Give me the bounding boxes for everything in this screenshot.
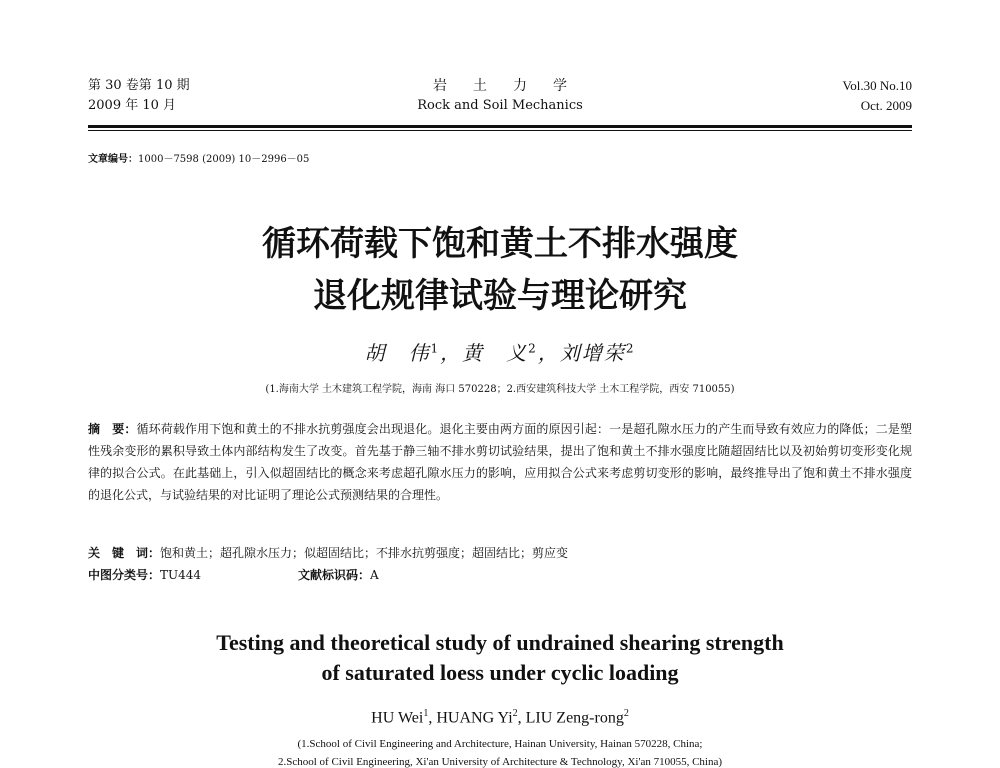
classification [88,564,379,586]
author-en-3: LIU Zeng-rong [525,709,624,727]
author-separator: ， [537,341,560,365]
date-cn: 2009 年 10 月 [88,98,177,113]
authors-en [0,708,1000,727]
affiliation-en: (1.School of Civil Engineering and Architecture, Hainan University, Hainan 570228, China; [297,738,703,750]
abstract-cn [88,418,912,506]
article-number-label: 文章编号： [88,154,138,165]
title-cn-line1: 循环荷载下饱和黄土不排水强度 [262,224,738,264]
document-code-value: A [370,568,379,582]
article-number [88,150,309,165]
author-cn-3: 刘增荣 [559,341,626,365]
running-header [88,76,912,120]
classification-value: TU444 [160,568,202,582]
author-separator: ， [440,341,463,365]
author-cn-1: 胡 伟 [364,341,431,365]
author-en-3-sup: 2 [623,708,629,719]
author-separator-en: , [428,709,437,727]
header-right [843,76,912,116]
title-cn-line2: 退化规律试验与理论研究 [313,276,687,316]
author-cn-2: 黄 义 [462,341,529,365]
abstract-label: 摘 要： [88,422,137,436]
title-cn [0,218,1000,322]
header-rule-thin [88,130,912,131]
author-cn-1-sup: 1 [430,341,441,356]
abstract-text: 循环荷载作用下饱和黄土的不排水抗剪强度会出现退化。退化主要由两方面的原因引起：一是超孔隙水压力的产生而导致有效应力的降低；二是塑性残余变形的累积导致土体内部结构发生了改变。首先基于静三轴不排水剪切试验结果，提出了饱和黄土不排水强度比随超固结比以及初始剪切变形变化规律的拟合公式。在此基础上，引入似超固结比的概念来考虑超孔隙水压力的影响，应用拟合公式来考虑剪切变形的影响，最终推导出了饱和黄土不排水强度的退化公式，与试验结果的对比证明了理论公式预测结果的合理性。 [88,422,912,502]
author-en-2-sup: 2 [512,708,518,719]
title-en [0,628,1000,688]
affiliation-cn: (1.海南大学 土木建筑工程学院，海南 海口 570228；2.西安建筑科技大学 土木工程学院，西安 710055) [265,384,735,395]
keywords-cn [88,542,912,564]
keywords-text: 饱和黄土；超孔隙水压力；似超固结比；不排水抗剪强度；超固结比；剪应变 [160,546,569,560]
author-cn-2-sup: 2 [528,341,538,356]
keywords-label: 关 键 词： [88,546,161,560]
title-en-line2: of saturated loess under cyclic loading [321,660,679,685]
author-en-1: HU Wei [371,709,424,727]
issue-cn: 第 30 卷第 10 期 [88,78,190,93]
author-separator-en: , [517,709,526,727]
journal-name-en: Rock and Soil Mechanics [417,98,583,113]
article-number-value: 1000－7598 (2009) 10－2996－05 [138,154,310,165]
header-rule-thick [88,125,912,128]
journal-name-cn: 岩土力学 [433,78,593,94]
author-cn-3-sup: 2 [625,341,636,356]
document-code-label: 文献标识码： [298,568,371,582]
author-en-1-sup: 1 [423,708,429,719]
authors-cn [0,337,1000,366]
affiliation-en-line2: 2.School of Civil Engineering, Xi'an University of Architecture & Technology, Xi'an 710055, China) [277,756,723,768]
author-en-2: HUANG Yi [436,709,513,727]
document-code [298,564,379,586]
title-en-line1: Testing and theoretical study of undrained shearing strength [216,630,784,655]
header-center [88,76,912,116]
classification-label: 中图分类号： [88,568,161,582]
volume-en: Vol.30 No.10 [842,78,912,93]
date-en: Oct. 2009 [860,98,912,113]
